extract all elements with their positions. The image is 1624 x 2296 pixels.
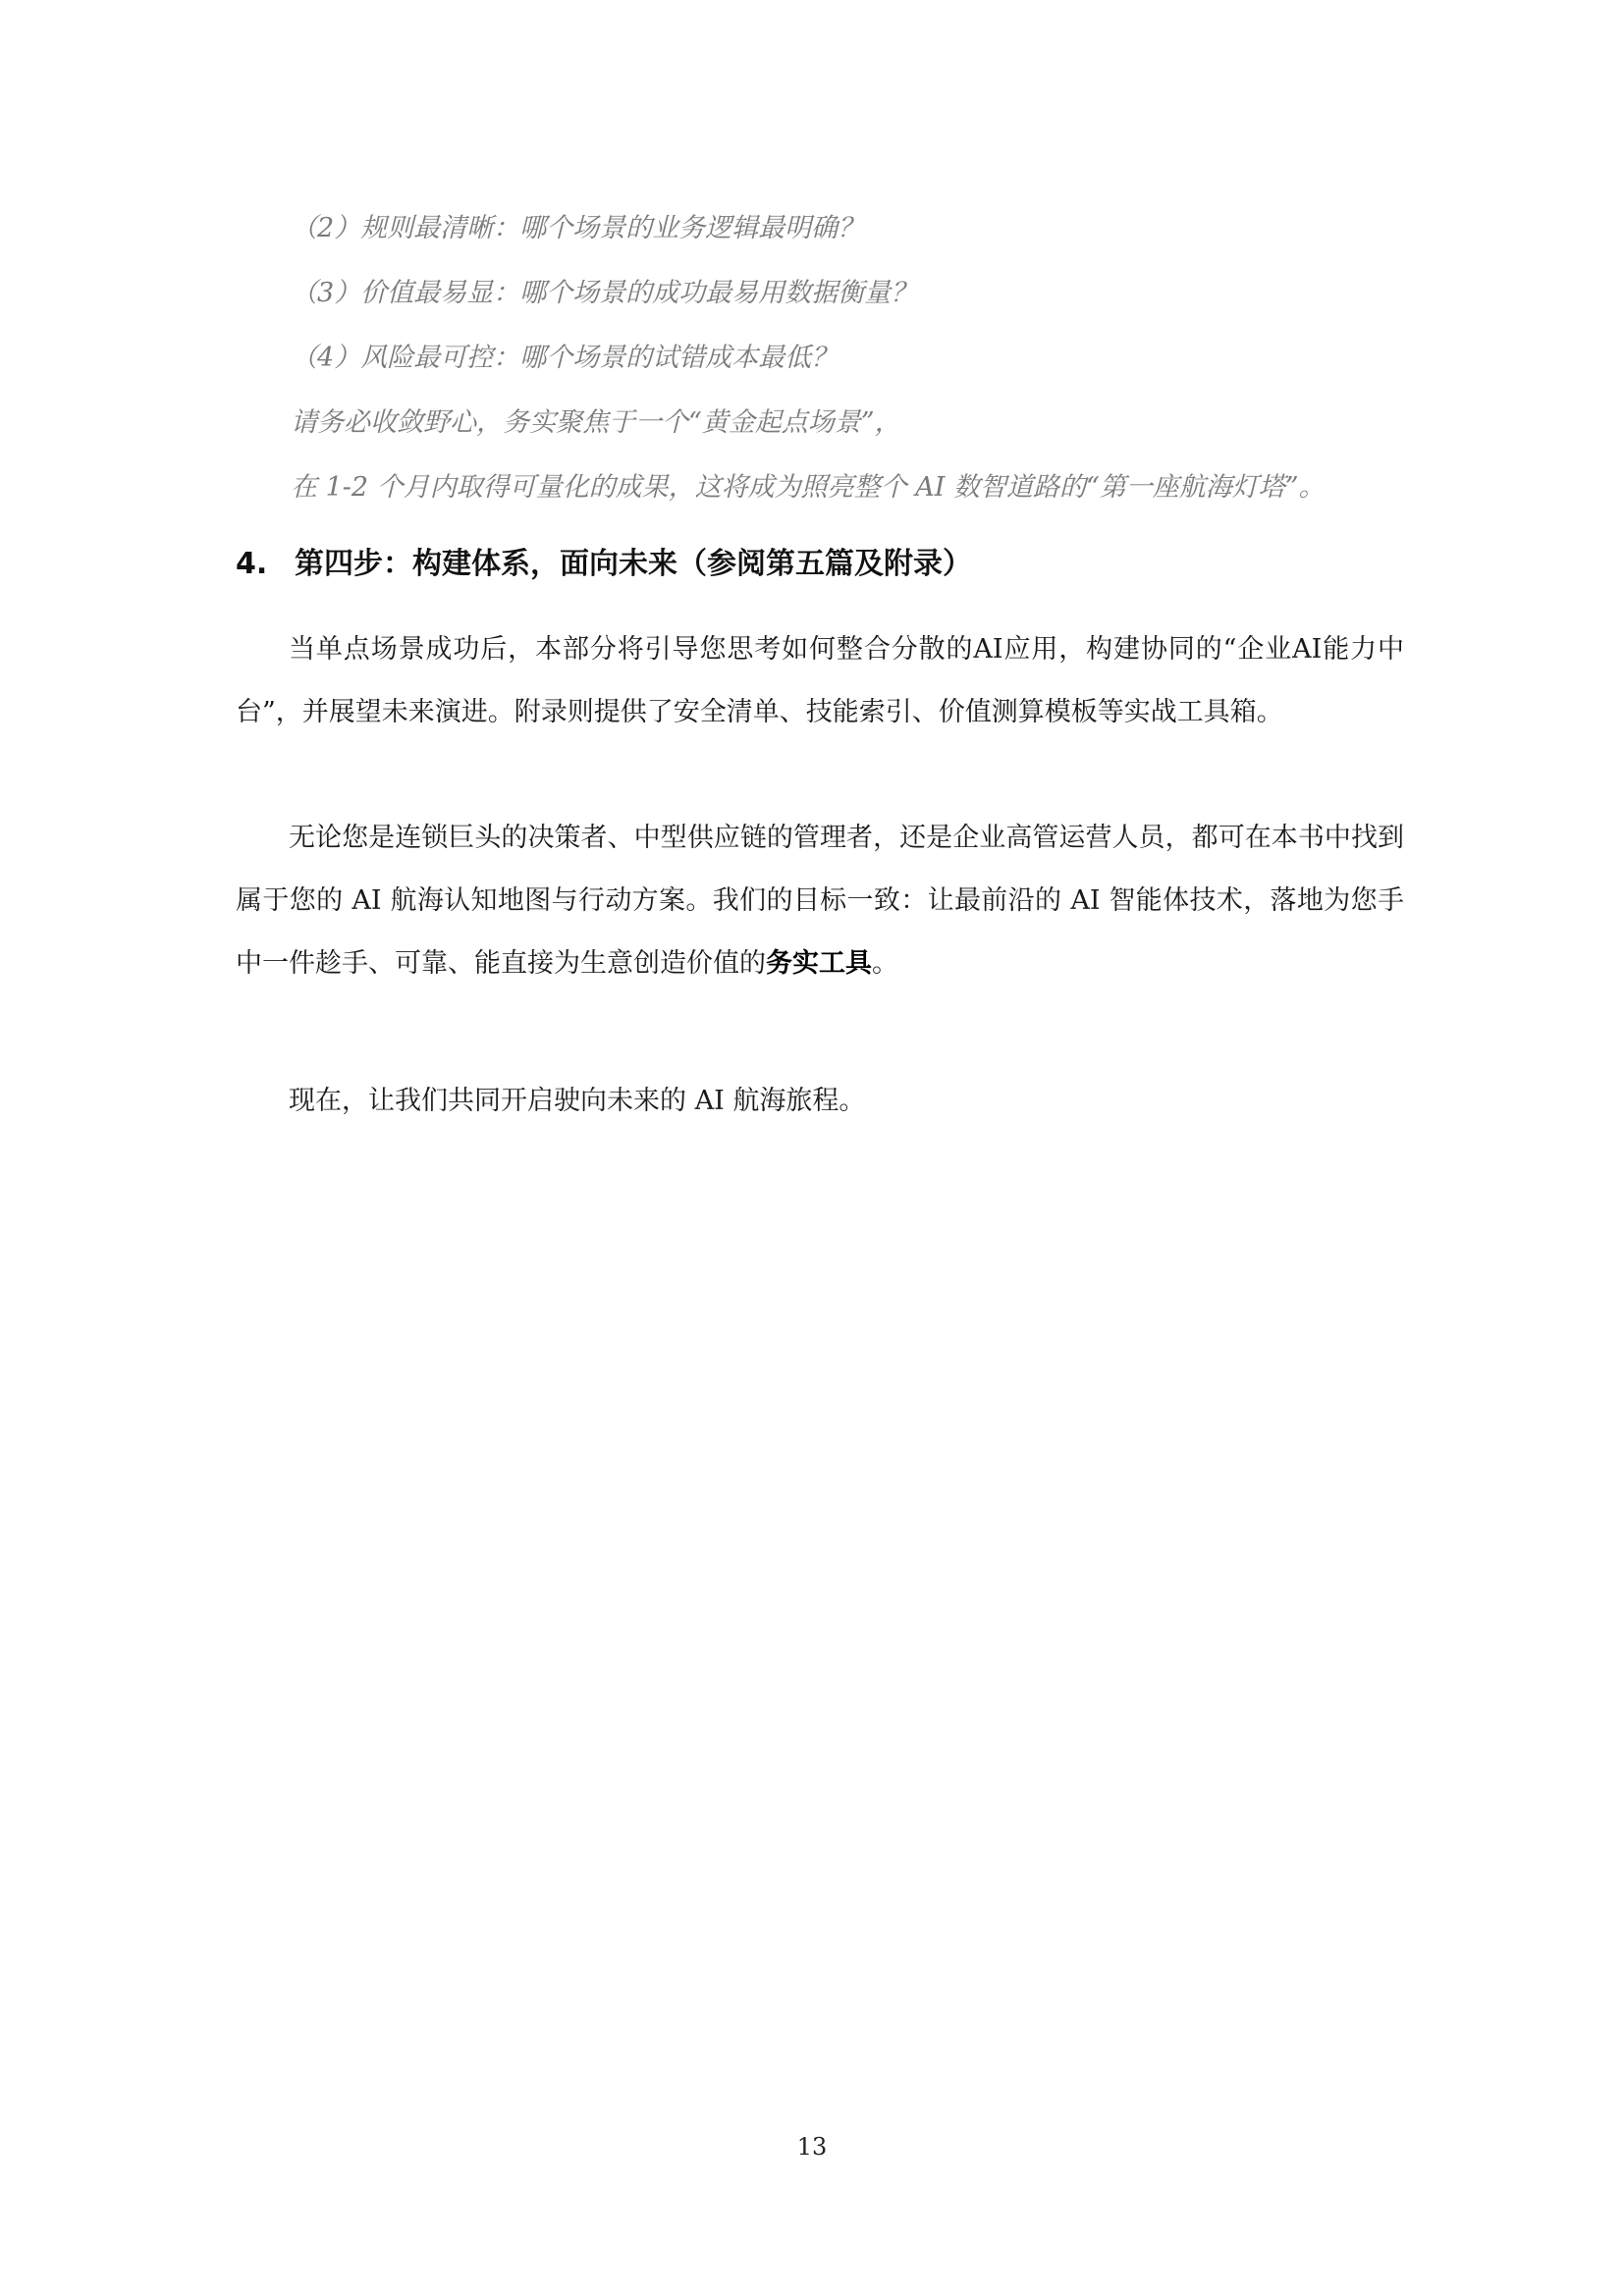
page-number: 13 (796, 2133, 828, 2161)
criteria-item-3: （3）价值最易显：哪个场景的成功最易用数据衡量？ (291, 278, 918, 308)
section-heading (236, 545, 972, 584)
paragraph-3: 现在，让我们共同开启驶向未来的 AI 航海旅程。 (289, 1086, 866, 1116)
criteria-item-2: （2）规则最清晰：哪个场景的业务逻辑最明确？ (291, 213, 865, 243)
criteria-item-4: （4）风险最可控：哪个场景的试错成本最低？ (291, 343, 839, 373)
advice-line-2: 在 1-2 个月内取得可量化的成果，这将成为照亮整个 AI 数智道路的“第一座航海灯塔”。 (291, 472, 1326, 503)
paragraph-2 (236, 807, 1404, 995)
paragraph-2-end: 。 (872, 948, 898, 979)
section-title: 第四步：构建体系，面向未来（参阅第五篇及附录） (295, 547, 972, 581)
advice-line-1: 请务必收敛野心，务实聚焦于一个“黄金起点场景”， (291, 407, 901, 438)
paragraph-1: 当单点场景成功后，本部分将引导您思考如何整合分散的AI应用，构建协同的“企业AI能力中台”，并展望未来演进。附录则提供了安全清单、技能索引、价值测算模板等实战工具箱。 (236, 634, 1404, 727)
section-number: 4. (236, 547, 268, 581)
paragraph-2-text: 无论您是连锁巨头的决策者、中型供应链的管理者，还是企业高管运营人员，都可在本书中找到属于您的 AI 航海认知地图与行动方案。我们的目标一致：让最前沿的 AI 智能体技术，落地为您手中一件趁手、可靠、能直接为生意创造价值的 (236, 823, 1404, 979)
emphasis-practical-tool: 务实工具 (766, 948, 872, 979)
